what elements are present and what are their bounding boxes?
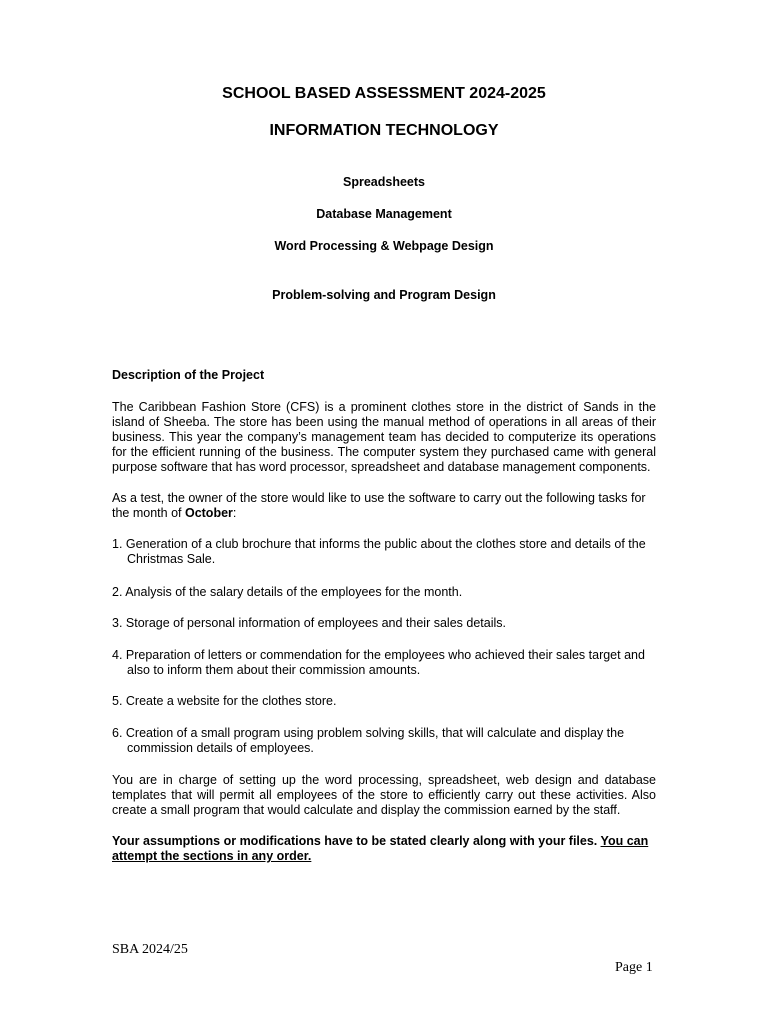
section-database: Database Management [316, 207, 452, 221]
document-subtitle: INFORMATION TECHNOLOGY [269, 122, 499, 139]
task-item: 3. Storage of personal information of employees and their sales details. [112, 616, 506, 630]
section-word-processing: Word Processing & Webpage Design [274, 239, 494, 253]
footer-label: SBA 2024/25 [112, 942, 188, 957]
task-item: 4. Preparation of letters or commendation for the employees who achieved their sales target and also to inform them about their commission amounts. [112, 648, 645, 677]
section-problem-solving: Problem-solving and Program Design [272, 288, 496, 302]
task-item: 5. Create a website for the clothes store. [112, 694, 337, 708]
order-note: You can attempt the sections in any order. [112, 834, 649, 863]
page-number: Page 1 [615, 960, 653, 975]
task-item: 1. Generation of a club brochure that informs the public about the clothes store and details of the Christmas Sale. [112, 537, 646, 566]
document-title: SCHOOL BASED ASSESSMENT 2024-2025 [222, 85, 546, 102]
closing-paragraph: You are in charge of setting up the word processing, spreadsheet, web design and database templates that will permit all employees of the store to efficiently carry out these activities. Also create a small program that would calculate and display the commission earned by the staff. [112, 773, 656, 817]
assumptions-note: Your assumptions or modifications have to be stated clearly along with your files. You can attempt the sections in any order. [112, 834, 649, 863]
task-item: 2. Analysis of the salary details of the employees for the month. [112, 585, 463, 599]
section-spreadsheets: Spreadsheets [343, 175, 425, 189]
description-paragraph-2: As a test, the owner of the store would like to use the software to carry out the following tasks for the month of October: [112, 491, 646, 520]
task-item: 6. Creation of a small program using problem solving skills, that will calculate and display the commission details of employees. [112, 726, 625, 755]
description-paragraph-1: The Caribbean Fashion Store (CFS) is a prominent clothes store in the district of Sands in the island of Sheeba. The store has been using the manual method of operations in all areas of their business. This year the company’s management team has decided to computerize its operations for the efficient running of the business. The computer system they purchased came with general purpose software that has word processor, spreadsheet and database management components. [112, 400, 656, 474]
month-emphasis: October [184, 506, 233, 520]
description-heading: Description of the Project [112, 368, 265, 382]
